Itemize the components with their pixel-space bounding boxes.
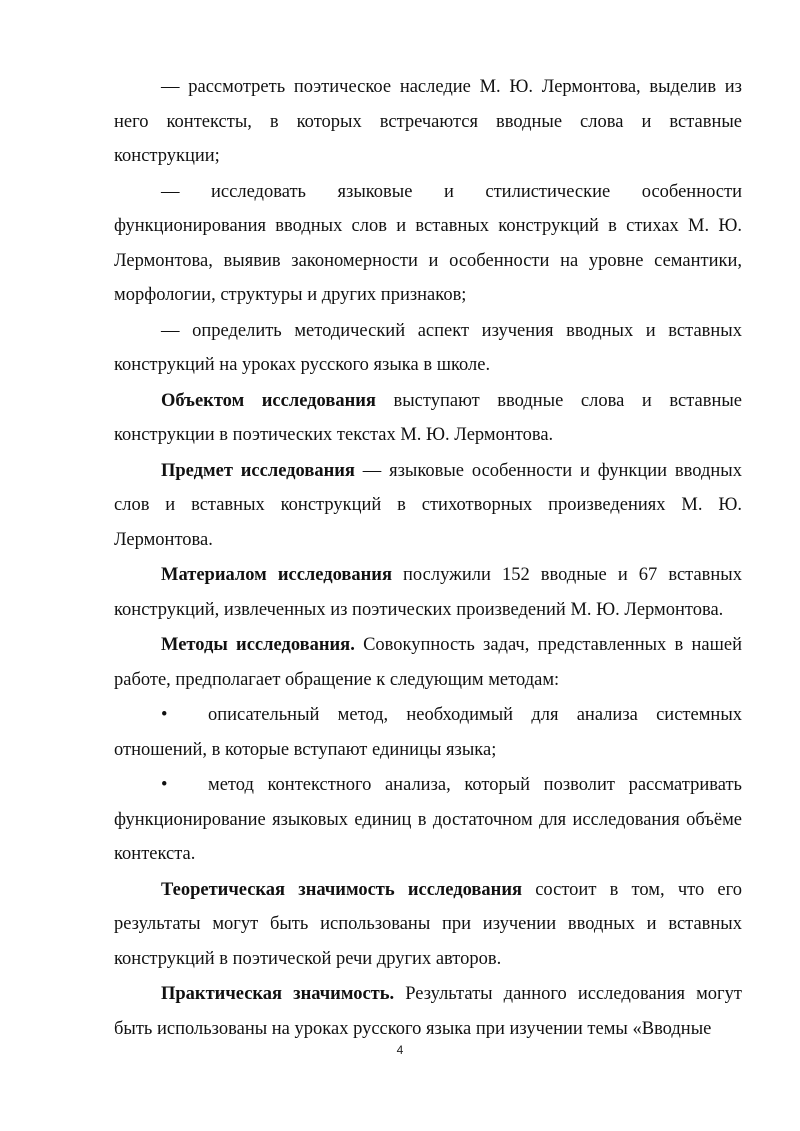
theoretical-paragraph [114, 873, 742, 977]
method-list-item-2 [114, 768, 742, 872]
object-heading: Объектом исследования [161, 390, 376, 411]
subject-paragraph [114, 454, 742, 558]
body-text [114, 70, 742, 1046]
method-item-2-text: метод контекстного анализа, который позволит рассматривать функционирование языковых единиц в достаточном для исследования объёме контекста. [114, 775, 742, 864]
practical-paragraph [114, 977, 742, 1046]
practical-text: Результаты данного исследования могут быть использованы на уроках русского языка при изучении темы «Вводные [114, 984, 742, 1039]
page-number: 4 [396, 1043, 404, 1057]
theoretical-heading: Теоретическая значимость исследования [161, 879, 522, 900]
task-paragraph-2: — исследовать языковые и стилистические особенности функционирования вводных слов и вставных конструкций в стихах М. Ю. Лермонтова, выявив закономерности и особенности на уровне семантики, морфологии, структуры и других признаков; [114, 181, 742, 305]
object-paragraph [114, 384, 742, 453]
material-heading: Материалом исследования [161, 565, 392, 585]
practical-heading: Практическая значимость. [161, 984, 395, 1004]
material-text: послужили 152 вводные и 67 вставных конструкций, извлеченных из поэтических произведений М. Ю. Лермонтова. [114, 565, 742, 620]
method-item-1-text: описательный метод, необходимый для анализа системных отношений, в которые вступают единицы языка; [114, 705, 742, 760]
subject-heading: Предмет исследования [161, 460, 355, 481]
methods-text: Совокупность задач, представленных в нашей работе, предполагает обращение к следующим методам: [114, 635, 742, 690]
task-paragraph-3: — определить методический аспект изучения вводных и вставных конструкций на уроках русского языка в школе. [114, 320, 742, 375]
theoretical-text: состоит в том, что его результаты могут быть использованы при изучении вводных и вставных конструкций в поэтической речи других авторов. [114, 879, 743, 969]
subject-text: — языковые особенности и функции вводных слов и вставных конструкций в стихотворных произведениях М. Ю. Лермонтова. [114, 460, 742, 550]
object-text: выступают вводные слова и вставные конструкции в поэтических текстах М. Ю. Лермонтова. [114, 390, 742, 445]
bullet-icon: • [161, 775, 168, 795]
task-paragraph-1: — рассмотреть поэтическое наследие М. Ю. Лермонтова, выделив из него контексты, в которых встречаются вводные слова и вставные конструкции; [114, 77, 742, 166]
method-list-item-1 [114, 698, 742, 767]
methods-paragraph [114, 628, 742, 697]
bullet-icon: • [161, 705, 168, 725]
material-paragraph [114, 558, 742, 627]
methods-heading: Методы исследования. [161, 635, 355, 655]
